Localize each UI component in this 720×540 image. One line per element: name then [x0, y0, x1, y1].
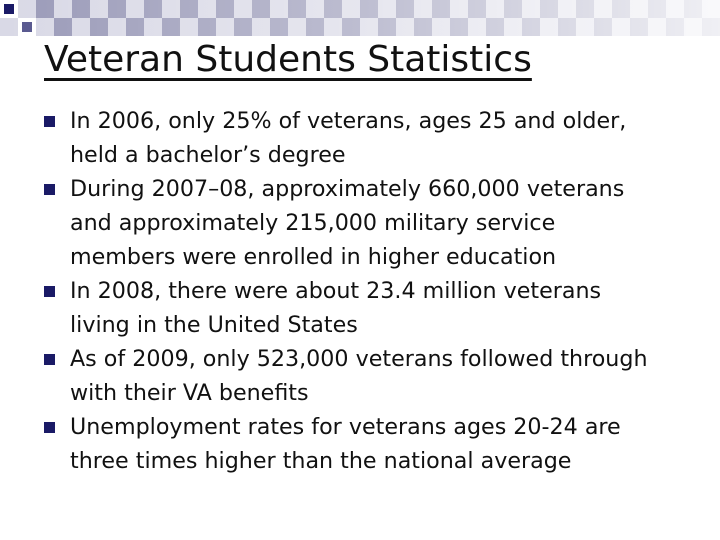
bullet-text: Unemployment rates for veterans ages 20-24 are three times higher than the national average — [70, 414, 621, 474]
bullet-item — [44, 274, 704, 342]
bullet-item — [44, 410, 704, 478]
bullet-item — [44, 172, 704, 274]
square-bullet-icon — [44, 354, 55, 365]
bullet-text: In 2008, there were about 23.4 million veterans living in the United States — [70, 278, 602, 338]
square-bullet-icon — [44, 184, 55, 195]
bullet-text: During 2007–08, approximately 660,000 veterans and approximately 215,000 military service members were enrolled in higher education — [70, 176, 625, 270]
bullet-list — [44, 104, 704, 478]
slide-title: Veteran Students Statistics — [44, 39, 532, 80]
square-bullet-icon — [44, 286, 55, 297]
square-bullet-icon — [44, 422, 55, 433]
bullet-text: As of 2009, only 523,000 veterans followed through with their VA benefits — [70, 346, 648, 406]
bullet-item — [44, 104, 704, 172]
bullet-item — [44, 342, 704, 410]
checkerboard-decoration — [0, 0, 720, 36]
square-bullet-icon — [44, 116, 55, 127]
bullet-text: In 2006, only 25% of veterans, ages 25 and older, held a bachelor’s degree — [70, 108, 627, 168]
